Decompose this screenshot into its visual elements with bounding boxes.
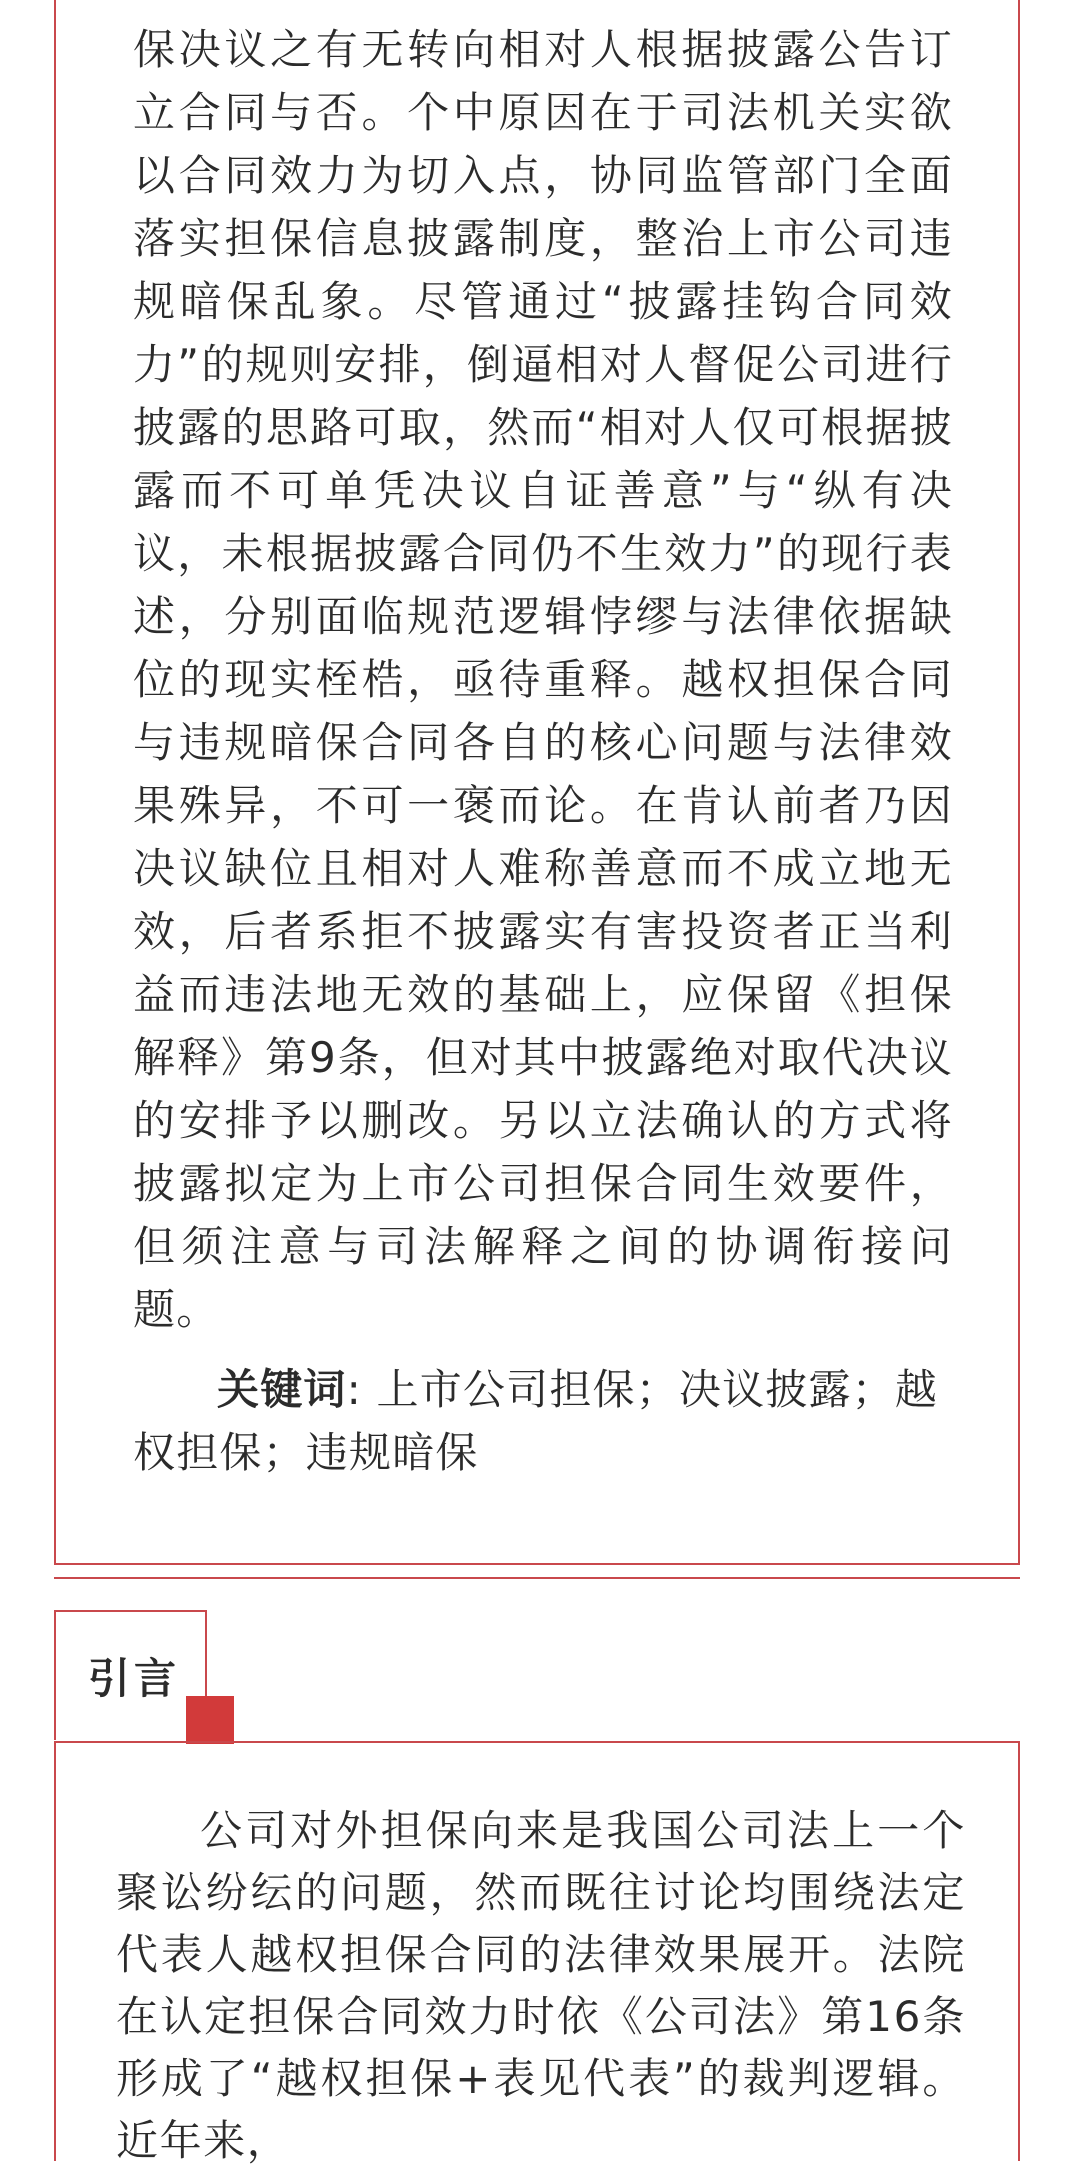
keywords-value: 上市公司担保；决议披露；越权担保；违规暗保: [133, 1365, 939, 1477]
abstract-bottom-border: [54, 1563, 1020, 1565]
keywords-separator: :: [346, 1365, 362, 1414]
keywords-label: 关键词: [217, 1365, 347, 1414]
section-title: 引言: [88, 1654, 181, 1703]
keywords-line: [133, 1358, 953, 1484]
intro-paragraph: 公司对外担保向来是我国公司法上一个聚讼纷纭的问题，然而既往讨论均围绕法定代表人越权担保合同的法律效果展开。法院在认定担保合同效力时依《公司法》第16条形成了“越权担保+表见代表”的裁判逻辑。近年来，: [116, 1806, 966, 2165]
abstract-paragraph: 保决议之有无转向相对人根据披露公告订立合同与否。个中原因在于司法机关实欲以合同效力为切入点，协同监管部门全面落实担保信息披露制度，整治上市公司违规暗保乱象。尽管通过“披露挂钩合同效力”的规则安排，倒逼相对人督促公司进行披露的思路可取，然而“相对人仅可根据披露而不可单凭决议自证善意”与“纵有决议，未根据披露合同仍不生效力”的现行表述，分别面临规范逻辑悖缪与法律依据缺位的现实桎梏，亟待重释。越权担保合同与违规暗保合同各自的核心问题与法律效果殊异，不可一褒而论。在肯认前者乃因决议缺位且相对人难称善意而不成立地无效，后者系拒不披露实有害投资者正当利益而违法地无效的基础上，应保留《担保解释》第9条，但对其中披露绝对取代决议的安排予以删改。另以立法确认的方式将披露拟定为上市公司担保合同生效要件，但须注意与司法解释之间的协调衔接问题。: [133, 25, 953, 1334]
abstract-bottom-border-outer: [54, 1577, 1020, 1579]
section-accent-square: [186, 1696, 234, 1744]
